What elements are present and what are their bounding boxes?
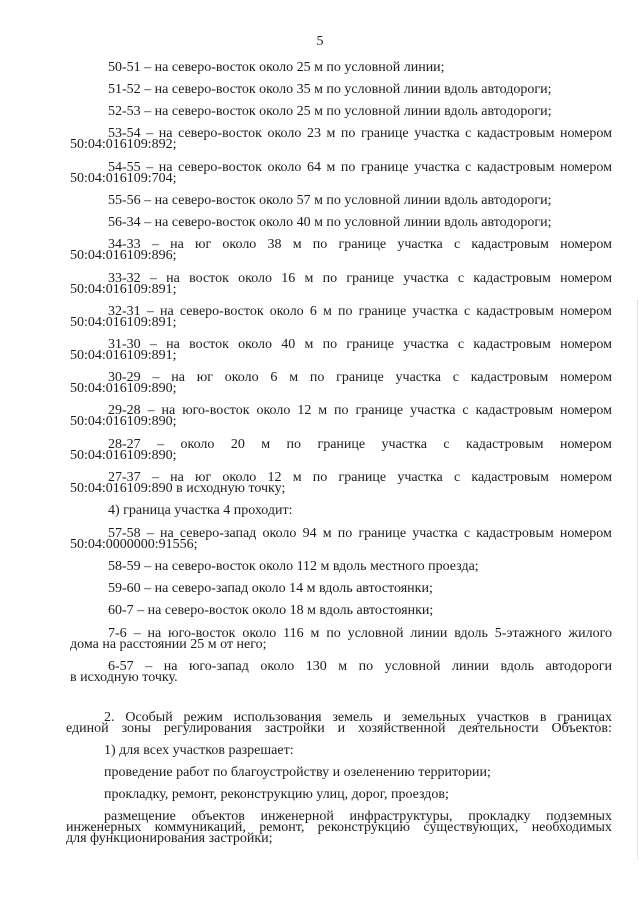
word: номером <box>560 271 612 286</box>
word: номером <box>559 437 612 452</box>
word: м <box>322 526 332 541</box>
word: юг <box>195 237 212 252</box>
word: кадастровым <box>466 437 544 452</box>
word: 94 <box>302 526 317 541</box>
word: северо-восток <box>178 160 262 175</box>
text-line: дома на расстоянии 25 м от него; <box>70 637 267 652</box>
word: м <box>310 626 320 641</box>
word: кадастровым <box>473 337 551 352</box>
word: застройки <box>264 721 325 736</box>
word: северо-восток <box>178 126 262 141</box>
word: 5-этажного <box>494 626 562 641</box>
word: кадастровым <box>476 526 554 541</box>
text-line: 50:04:016109:891; <box>70 348 177 363</box>
word: 38 <box>267 237 282 252</box>
text-line <box>108 370 612 386</box>
word: около <box>222 470 257 485</box>
word: 32-31 <box>108 304 141 319</box>
text-line <box>66 721 612 737</box>
word: на <box>147 626 162 641</box>
text-line <box>108 337 612 353</box>
word: режим <box>183 710 223 725</box>
word: границе <box>336 370 384 385</box>
word: 64 <box>306 160 321 175</box>
word: номером <box>559 304 612 319</box>
word: юго-запад <box>188 659 249 674</box>
word: инженерной <box>260 809 334 824</box>
word: около <box>222 237 257 252</box>
word: деятельности <box>458 721 539 736</box>
word: 33-32 <box>108 271 141 286</box>
text-line: 1) для всех участков разрешает: <box>104 743 294 758</box>
word: с <box>465 160 472 175</box>
word: с <box>453 237 461 252</box>
word: инфраструктуры, <box>349 809 453 824</box>
word: – <box>146 526 154 541</box>
word: с <box>457 337 465 352</box>
word: на <box>158 160 173 175</box>
word: с <box>462 403 469 418</box>
word: на <box>160 526 174 541</box>
word: 6 <box>270 370 278 385</box>
text-line: проведение работ по благоустройству и озеленению территории; <box>104 765 491 780</box>
text-line: 50:04:016109:892; <box>70 137 177 152</box>
word: около <box>242 626 277 641</box>
word: участка <box>397 470 443 485</box>
text-line: 50:04:016109:890 в исходную точку; <box>70 481 286 496</box>
word: около <box>262 526 297 541</box>
word: единой <box>66 721 109 736</box>
word: на <box>159 304 174 319</box>
word: на <box>171 370 185 385</box>
word: северо-восток <box>179 304 264 319</box>
word: кадастровым <box>471 470 549 485</box>
text-line <box>108 160 612 176</box>
word: около <box>256 403 291 418</box>
word: по <box>358 659 374 674</box>
word: 23 <box>306 126 321 141</box>
word: границе <box>360 126 409 141</box>
word: м <box>292 237 302 252</box>
word: – <box>149 337 157 352</box>
word: 53-54 <box>108 126 141 141</box>
word: – <box>147 403 155 418</box>
word: на <box>166 271 180 286</box>
word: по <box>309 370 325 385</box>
word: 40 <box>281 337 296 352</box>
text-line: 52-53 – на северо-восток около 25 м по условной линии вдоль автодороги; <box>108 104 552 119</box>
word: прокладку <box>468 809 531 824</box>
page-number: 5 <box>316 34 324 49</box>
word: вдоль <box>454 626 488 641</box>
word: участка <box>381 437 427 452</box>
word: инженерных <box>66 820 142 835</box>
word: на <box>158 126 173 141</box>
word: Особый <box>125 710 173 725</box>
word: 12 <box>297 403 312 418</box>
text-line: 56-34 – на северо-восток около 40 м по условной линии вдоль автодороги; <box>108 215 552 230</box>
text-line <box>108 126 612 142</box>
word: участков <box>476 710 530 725</box>
word: – <box>157 437 165 452</box>
word: в <box>539 710 547 725</box>
word: на <box>161 403 176 418</box>
word: юго-восток <box>168 626 236 641</box>
text-line <box>108 237 612 253</box>
word: – <box>152 370 160 385</box>
word: по <box>337 526 353 541</box>
text-line: в исходную точку. <box>70 670 178 685</box>
text-line: прокладку, ремонт, реконструкцию улиц, дорог, проездов; <box>104 787 449 802</box>
word: 20 <box>230 437 245 452</box>
word: условной <box>347 626 404 641</box>
word: реконструкцию <box>317 820 411 835</box>
word: восток <box>189 337 229 352</box>
text-line: 50:04:016109:896; <box>70 248 177 263</box>
word: подземных <box>546 809 612 824</box>
word: номером <box>560 403 612 418</box>
word: – <box>133 626 141 641</box>
word: вдоль <box>500 659 535 674</box>
word: – <box>151 470 159 485</box>
word: около <box>238 271 273 286</box>
word: с <box>465 126 472 141</box>
word: условной <box>384 659 441 674</box>
word: по <box>322 337 338 352</box>
word: участка <box>414 160 460 175</box>
word: с <box>452 370 459 385</box>
word: границе <box>338 237 387 252</box>
word: по <box>340 126 356 141</box>
word: регулирования <box>163 721 252 736</box>
word: на <box>166 337 180 352</box>
word: ремонт, <box>259 820 305 835</box>
word: м <box>322 304 332 319</box>
word: границе <box>360 160 409 175</box>
word: по <box>337 304 353 319</box>
word: границе <box>358 526 407 541</box>
word: кадастровым <box>475 403 554 418</box>
word: 12 <box>267 470 282 485</box>
word: кадастровым <box>476 304 554 319</box>
word: номером <box>560 370 612 385</box>
word: по <box>312 470 328 485</box>
word: около <box>260 659 295 674</box>
word: восток <box>189 271 229 286</box>
word: 16 <box>281 271 296 286</box>
word: линии <box>452 659 489 674</box>
word: – <box>149 271 157 286</box>
text-line <box>108 659 612 675</box>
word: м <box>261 437 271 452</box>
word: 29-28 <box>108 403 141 418</box>
text-line: 50:04:016109:890; <box>70 448 177 463</box>
text-line: 60-7 – на северо-восток около 18 м вдоль автостоянки; <box>108 603 434 618</box>
word: номером <box>559 526 612 541</box>
word: автодороги <box>545 659 612 674</box>
text-line: 50:04:016109:891; <box>70 282 177 297</box>
word: кадастровым <box>470 370 549 385</box>
word: 28-27 <box>108 437 141 452</box>
word: участка <box>403 271 449 286</box>
word: 130 <box>305 659 327 674</box>
text-line: 50:04:016109:890; <box>70 414 177 429</box>
word: использования <box>233 710 322 725</box>
word: с <box>463 304 471 319</box>
word: с <box>457 271 465 286</box>
word: м <box>318 403 328 418</box>
word: номером <box>560 470 612 485</box>
text-line: 50:04:0000000:91556; <box>70 537 198 552</box>
word: по <box>334 403 349 418</box>
word: границе <box>355 403 404 418</box>
word: хозяйственной <box>358 721 446 736</box>
word: м <box>304 337 314 352</box>
word: кадастровым <box>476 126 555 141</box>
word: и <box>383 710 391 725</box>
word: 2. <box>104 710 115 725</box>
word: кадастровым <box>471 237 549 252</box>
text-line: 50:04:016109:704; <box>70 171 177 186</box>
word: около <box>180 437 215 452</box>
word: участка <box>397 237 443 252</box>
word: участка <box>403 337 449 352</box>
word: номером <box>560 337 612 352</box>
word: м <box>326 126 336 141</box>
word: 57-58 <box>108 526 141 541</box>
word: номером <box>560 237 612 252</box>
word: около <box>224 370 259 385</box>
word: 34-33 <box>108 237 141 252</box>
scan-edge-mark <box>636 300 638 860</box>
word: Объектов: <box>551 721 612 736</box>
text-line: 51-52 – на северо-восток около 35 м по условной линии вдоль автодороги; <box>108 82 552 97</box>
text-line <box>108 304 612 320</box>
word: и <box>337 721 346 736</box>
text-line: 50:04:016109:891; <box>70 315 177 330</box>
word: участка <box>412 526 458 541</box>
word: юг <box>195 470 212 485</box>
word: северо-запад <box>179 526 257 541</box>
word: границе <box>338 470 387 485</box>
text-line <box>108 403 612 419</box>
word: 116 <box>283 626 304 641</box>
word: – <box>146 160 154 175</box>
word: 30-29 <box>108 370 141 385</box>
word: необходимых <box>531 820 612 835</box>
word: линии <box>410 626 448 641</box>
word: номером <box>560 160 612 175</box>
word: около <box>267 160 302 175</box>
text-line: 50-51 – на северо-восток около 25 м по условной линии; <box>108 60 445 75</box>
word: участка <box>414 126 460 141</box>
word: на <box>170 237 184 252</box>
word: около <box>269 304 304 319</box>
word: границе <box>317 437 366 452</box>
word: по <box>286 437 302 452</box>
word: границе <box>358 304 407 319</box>
word: границе <box>346 271 394 286</box>
word: коммуникаций, <box>154 820 246 835</box>
word: объектов <box>191 809 245 824</box>
word: по <box>340 160 356 175</box>
word: участка <box>412 304 458 319</box>
word: с <box>453 470 461 485</box>
word: – <box>146 304 154 319</box>
text-line: 50:04:016109:890; <box>70 381 177 396</box>
word: кадастровым <box>476 160 555 175</box>
word: 7-6 <box>108 626 127 641</box>
text-line: 58-59 – на северо-восток около 112 м вдоль местного проезда; <box>108 559 479 574</box>
word: около <box>238 337 273 352</box>
word: на <box>170 470 184 485</box>
text-line <box>108 271 612 287</box>
word: м <box>338 659 348 674</box>
word: – <box>151 237 159 252</box>
word: с <box>463 526 471 541</box>
word: земель <box>332 710 373 725</box>
word: м <box>326 160 336 175</box>
word: границах <box>557 710 612 725</box>
word: м <box>304 271 314 286</box>
word: с <box>443 437 450 452</box>
word: номером <box>560 126 612 141</box>
word: кадастровым <box>473 271 551 286</box>
word: жилого <box>568 626 612 641</box>
word: 6-57 <box>108 659 134 674</box>
word: земельных <box>401 710 466 725</box>
word: участка <box>395 370 441 385</box>
word: юг <box>196 370 213 385</box>
word: 6 <box>309 304 317 319</box>
word: границе <box>346 337 394 352</box>
word: 54-55 <box>108 160 141 175</box>
text-line: 59-60 – на северо-запад около 14 м вдоль автостоянки; <box>108 581 433 596</box>
word: зоны <box>121 721 151 736</box>
word: участка <box>410 403 456 418</box>
text-line: 55-56 – на северо-восток около 57 м по условной линии вдоль автодороги; <box>108 193 552 208</box>
word: существующих, <box>423 820 519 835</box>
word: юго-восток <box>182 403 250 418</box>
word: 31-30 <box>108 337 141 352</box>
word: по <box>326 626 341 641</box>
word: на <box>163 659 178 674</box>
word: по <box>322 271 338 286</box>
word: – <box>146 126 154 141</box>
word: м <box>292 470 302 485</box>
word: 27-37 <box>108 470 141 485</box>
text-line <box>108 437 612 453</box>
text-line: 4) граница участка 4 проходит: <box>108 503 293 518</box>
word: по <box>312 237 328 252</box>
text-line: для функционирования застройки; <box>66 831 273 846</box>
word: около <box>267 126 302 141</box>
word: – <box>145 659 153 674</box>
word: м <box>289 370 299 385</box>
word: размещение <box>104 809 176 824</box>
